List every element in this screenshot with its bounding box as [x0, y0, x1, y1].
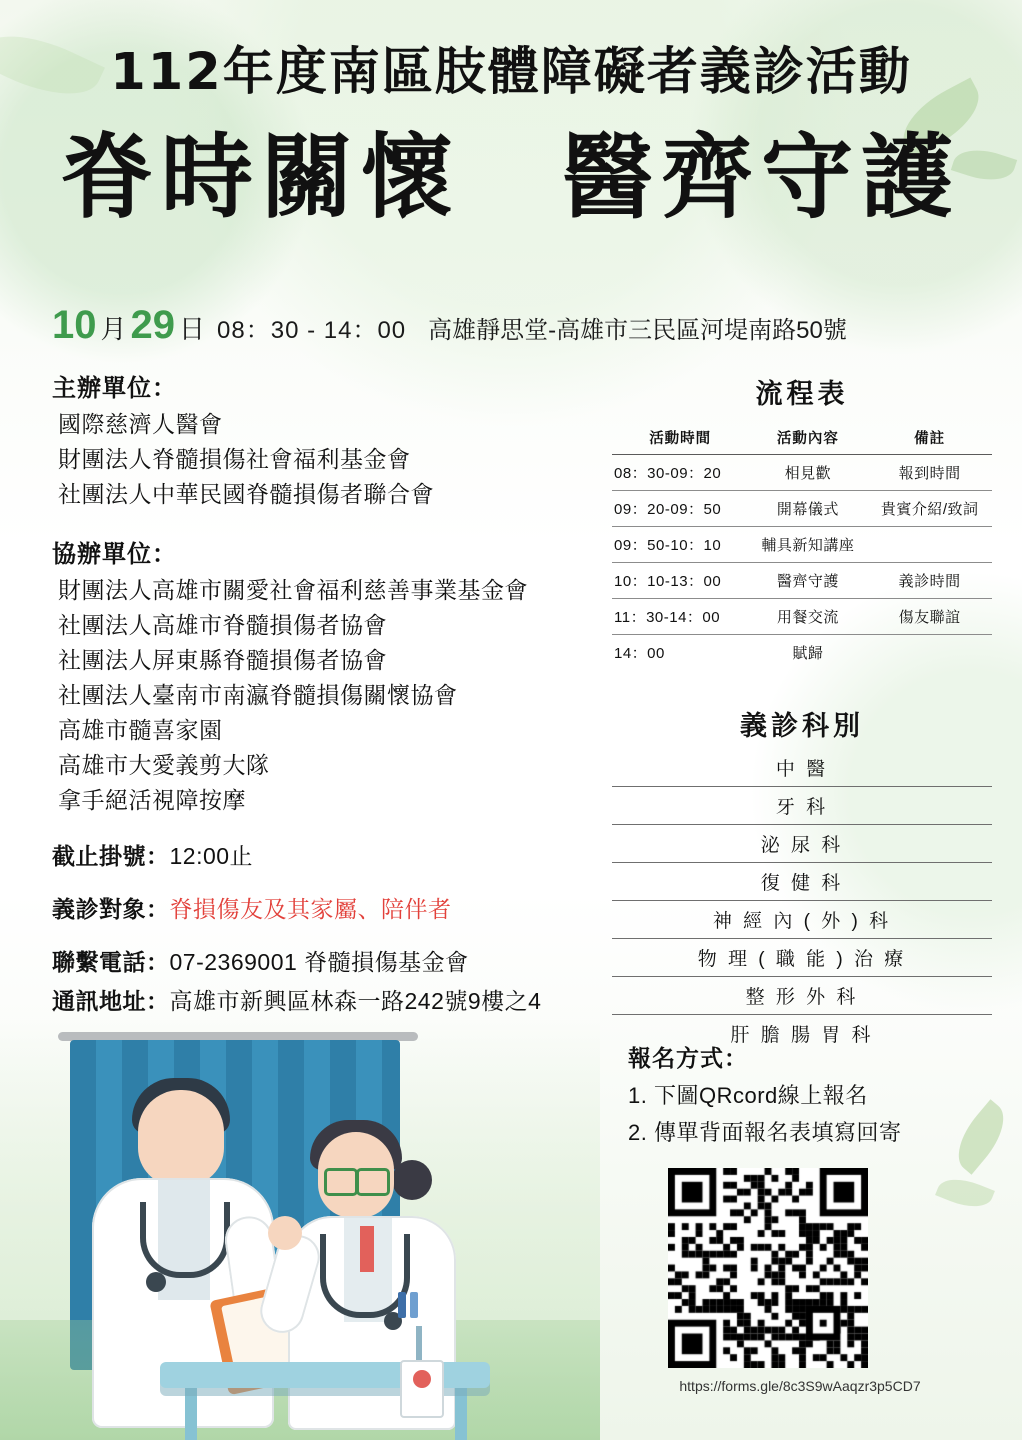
- co-organizers-heading: 協辦單位：: [52, 540, 177, 568]
- cell-time: 08：30-09：20: [612, 455, 748, 491]
- event-datetime-bar: [52, 305, 992, 346]
- event-day-unit: 日: [179, 314, 206, 344]
- signup-method-item: 1. 下圖QRcord線上報名: [628, 1083, 868, 1108]
- detail-label: 通訊地址：: [52, 987, 170, 1014]
- organizers-heading: 主辦單位：: [52, 375, 177, 402]
- cell-time: 09：50-10：10: [612, 527, 748, 563]
- table-row: [612, 635, 992, 671]
- departments-list: [612, 749, 992, 1052]
- stethoscope-icon: [140, 1202, 230, 1278]
- stethoscope-icon: [320, 1234, 410, 1318]
- id-badge-icon: [400, 1360, 444, 1418]
- co-organizer-item: 高雄市髓喜家園: [58, 716, 223, 743]
- co-organizer-item: 社團法人高雄市脊髓損傷者協會: [58, 611, 387, 638]
- list-item: 物 理 ( 職 能 ) 治 療: [612, 939, 992, 977]
- departments-title: 義診科別: [740, 711, 864, 741]
- detail-label: 截止掛號：: [52, 842, 170, 869]
- detail-label: 義診對象：: [52, 895, 170, 922]
- list-item: 整 形 外 科: [612, 977, 992, 1015]
- event-time: 08：30 - 14：00: [217, 317, 407, 344]
- co-organizer-item: 拿手絕活視障按摩: [58, 786, 246, 813]
- cell-content: 開幕儀式: [748, 491, 867, 527]
- stethoscope-icon: [146, 1272, 166, 1292]
- organizer-item: 社團法人中華民國脊髓損傷者聯合會: [58, 480, 434, 507]
- column-header-remark: 備註: [867, 423, 992, 455]
- column-header-time: 活動時間: [612, 423, 748, 455]
- organizer-item: 國際慈濟人醫會: [58, 411, 223, 437]
- cell-remark: 貴賓介紹/致詞: [867, 491, 992, 527]
- detail-target: [52, 891, 612, 924]
- leaf-decoration-icon: [935, 1171, 995, 1215]
- left-info-column: [52, 368, 612, 1016]
- list-item: 中 醫: [612, 749, 992, 787]
- doctor-one-head: [138, 1090, 224, 1186]
- cell-remark: 義診時間: [867, 563, 992, 599]
- cell-content: 醫齊守護: [748, 563, 867, 599]
- cell-remark: [867, 527, 992, 563]
- glasses-icon: [356, 1168, 390, 1196]
- cell-content: 輔具新知講座: [748, 527, 867, 563]
- detail-label: 聯繫電話：: [52, 948, 170, 975]
- table-leg: [455, 1382, 467, 1440]
- table-row: [612, 527, 992, 563]
- list-item: 牙 科: [612, 787, 992, 825]
- detail-value: 12:00止: [169, 842, 254, 869]
- cell-time: 14：00: [614, 645, 665, 662]
- organizer-item: 財團法人脊髓損傷社會福利基金會: [58, 445, 411, 472]
- page-subtitle: 脊時關懷 醫齊守護: [60, 124, 961, 231]
- cell-time: 11：30-14：00: [612, 599, 748, 635]
- list-item: 復 健 科: [612, 863, 992, 901]
- co-organizer-item: 社團法人臺南市南瀛脊髓損傷關懷協會: [58, 681, 458, 708]
- detail-value: 脊損傷友及其家屬、陪伴者: [169, 895, 452, 922]
- table-header-row: [612, 423, 992, 455]
- cell-time: 10：10-13：00: [612, 563, 748, 599]
- event-month: 10: [52, 303, 97, 347]
- doctor-two-hand: [268, 1216, 302, 1250]
- detail-value: 高雄市新興區林森一路242號9樓之4: [169, 987, 542, 1014]
- spacer: [52, 512, 612, 534]
- table-row: [612, 599, 992, 635]
- list-item: 神 經 內 ( 外 ) 科: [612, 901, 992, 939]
- qr-code-icon[interactable]: [668, 1168, 868, 1368]
- schedule-title: 流程表: [755, 379, 849, 409]
- schedule-table: [612, 423, 992, 670]
- cell-remark: 報到時間: [867, 455, 992, 491]
- event-month-unit: 月: [100, 314, 127, 344]
- doctors-illustration: [0, 1020, 600, 1440]
- detail-value: 07-2369001 脊髓損傷基金會: [169, 948, 469, 975]
- glasses-icon: [324, 1168, 358, 1196]
- event-venue: 高雄靜思堂-高雄市三民區河堤南路50號: [428, 317, 847, 344]
- event-day: 29: [130, 303, 176, 347]
- co-organizer-item: 社團法人屏東縣脊髓損傷者協會: [58, 646, 387, 673]
- detail-deadline: [52, 838, 612, 871]
- detail-address: [52, 983, 612, 1016]
- co-organizer-item: 財團法人高雄市關愛社會福利慈善事業基金會: [58, 576, 528, 603]
- signup-method-item: 2. 傳單背面報名表填寫回寄: [628, 1120, 902, 1145]
- page-title: 112年度南區肢體障礙者義診活動: [110, 43, 912, 102]
- signup-section: [628, 1040, 988, 1147]
- co-organizer-item: 高雄市大愛義剪大隊: [58, 751, 270, 778]
- column-header-content: 活動內容: [748, 423, 867, 455]
- table-row: [612, 563, 992, 599]
- table-leg: [185, 1382, 197, 1440]
- doctor-two-hair-bun: [392, 1160, 432, 1200]
- list-item: 泌 尿 科: [612, 825, 992, 863]
- right-info-column: [612, 372, 992, 1052]
- signup-heading: 報名方式：: [628, 1045, 748, 1071]
- cell-remark: 傷友聯誼: [867, 599, 992, 635]
- pen-icon: [410, 1292, 418, 1318]
- cell-remark: [867, 635, 992, 671]
- detail-phone: [52, 944, 612, 977]
- signup-url[interactable]: https://forms.gle/8c3S9wAaqzr3p5CD7: [679, 1378, 921, 1394]
- cell-content: 用餐交流: [748, 599, 867, 635]
- pen-icon: [398, 1292, 406, 1318]
- list-item: 肝 膽 腸 胃 科: [730, 1025, 874, 1046]
- cell-time: 09：20-09：50: [612, 491, 748, 527]
- cell-content: 相見歡: [748, 455, 867, 491]
- table-row: [612, 455, 992, 491]
- table-row: [612, 491, 992, 527]
- cell-content: 賦歸: [792, 645, 824, 662]
